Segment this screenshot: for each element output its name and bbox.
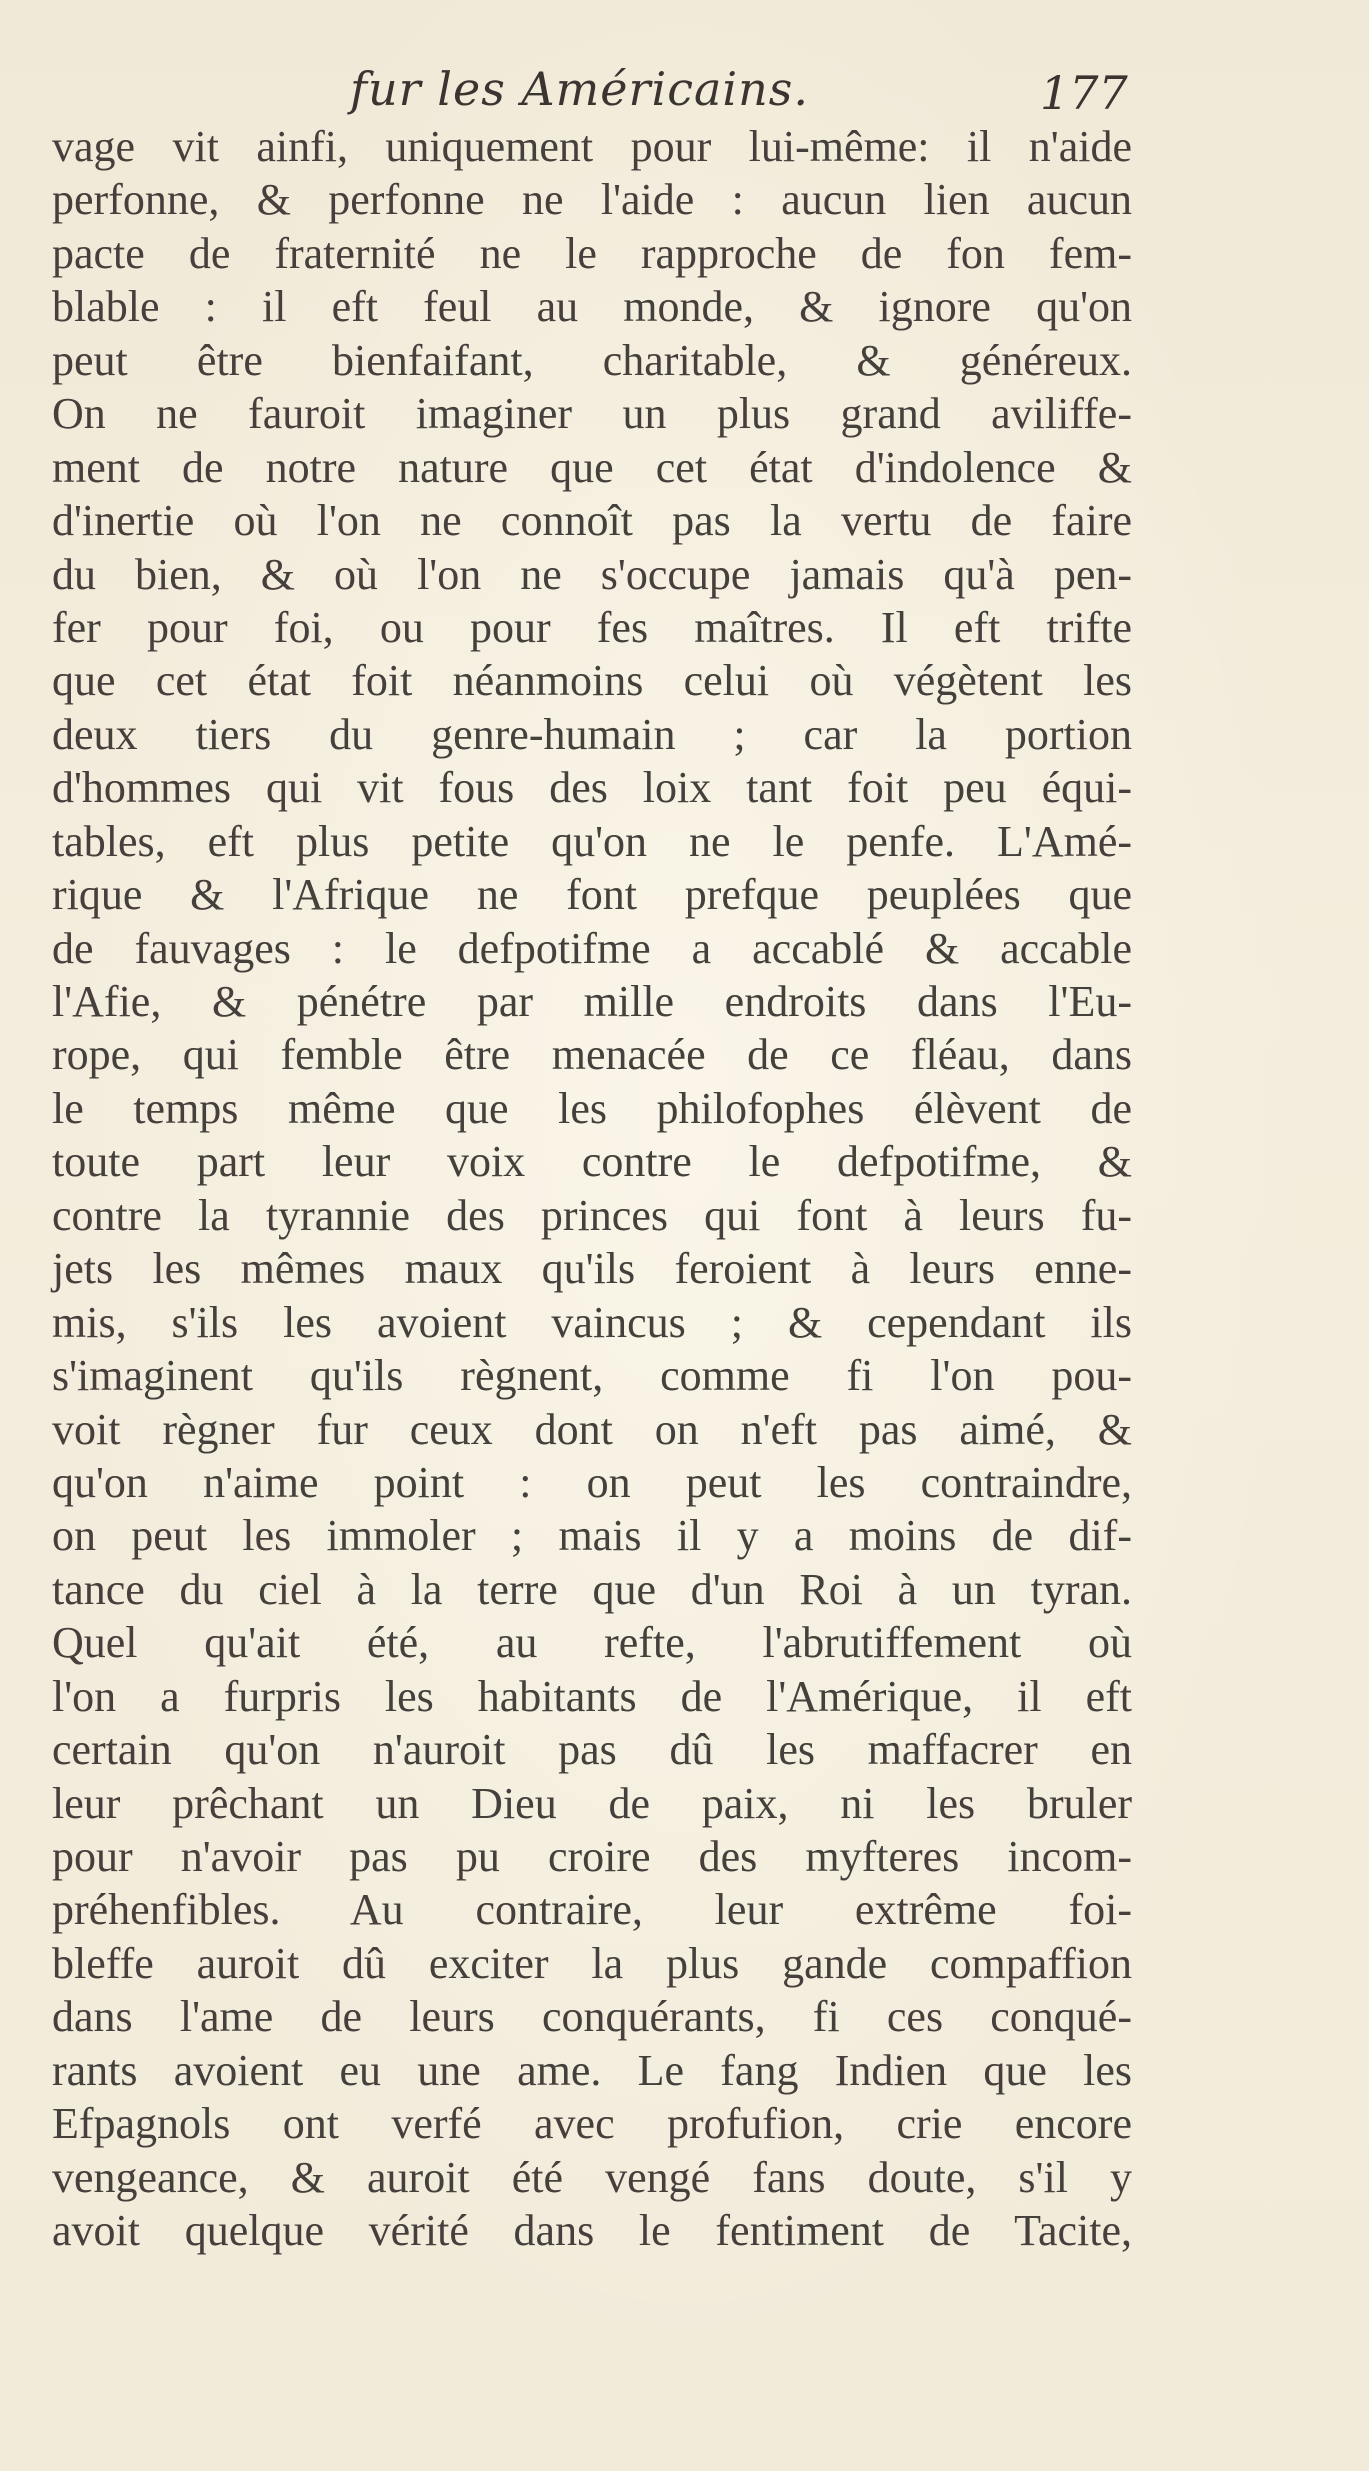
text-line: perfonne, & perfonne ne l'aide : aucun lien aucun bbox=[52, 175, 1132, 225]
text-line: Efpagnols ont verfé avec profufion, crie encore bbox=[52, 2099, 1132, 2149]
text-line: certain qu'on n'auroit pas dû les maffacrer en bbox=[52, 1725, 1132, 1775]
text-line: préhenfibles. Au contraire, leur extrême foi- bbox=[52, 1885, 1132, 1935]
text-line: rope, qui femble être menacée de ce fléau, dans bbox=[52, 1030, 1132, 1080]
text-line: contre la tyrannie des princes qui font à leurs fu- bbox=[52, 1190, 1132, 1240]
text-line: voit règner fur ceux dont on n'eft pas aimé, & bbox=[52, 1404, 1132, 1454]
text-line: on peut les immoler ; mais il y a moins de dif- bbox=[52, 1511, 1132, 1561]
running-head-title: fur les Américains. bbox=[350, 62, 809, 116]
text-line: avoit quelque vérité dans le fentiment de Tacite, bbox=[52, 2206, 1132, 2256]
text-line: blable : il eft feul au monde, & ignore qu'on bbox=[52, 282, 1132, 332]
text-line: s'imaginent qu'ils règnent, comme fi l'on pou- bbox=[52, 1351, 1132, 1401]
text-line: toute part leur voix contre le defpotifme, & bbox=[52, 1137, 1132, 1187]
text-line: tance du ciel à la terre que d'un Roi à un tyran. bbox=[52, 1564, 1132, 1614]
text-line: leur prêchant un Dieu de paix, ni les bruler bbox=[52, 1778, 1132, 1828]
text-line: jets les mêmes maux qu'ils feroient à leurs enne- bbox=[52, 1244, 1132, 1294]
text-line: tables, eft plus petite qu'on ne le penfe. L'Amé- bbox=[52, 816, 1132, 866]
text-line: On ne fauroit imaginer un plus grand aviliffe- bbox=[52, 389, 1132, 439]
text-line: fer pour foi, ou pour fes maîtres. Il eft trifte bbox=[52, 602, 1132, 652]
text-line: peut être bienfaifant, charitable, & généreux. bbox=[52, 335, 1132, 385]
text-line: rants avoient eu une ame. Le fang Indien que les bbox=[52, 2045, 1132, 2095]
text-line: le temps même que les philofophes élèvent de bbox=[52, 1083, 1132, 1133]
text-line: vengeance, & auroit été vengé fans doute, s'il y bbox=[52, 2152, 1132, 2202]
text-line: l'on a furpris les habitants de l'Amérique, il eft bbox=[52, 1671, 1132, 1721]
text-line: deux tiers du genre-humain ; car la portion bbox=[52, 709, 1132, 759]
text-line: ment de notre nature que cet état d'indolence & bbox=[52, 442, 1132, 492]
text-line: dans l'ame de leurs conquérants, fi ces conqué- bbox=[52, 1992, 1132, 2042]
text-line: que cet état foit néanmoins celui où végètent les bbox=[52, 656, 1132, 706]
text-line: l'Afie, & pénétre par mille endroits dans l'Eu- bbox=[52, 977, 1132, 1026]
text-line: mis, s'ils les avoient vaincus ; & cependant ils bbox=[52, 1297, 1132, 1347]
text-line: d'hommes qui vit fous des loix tant foit peu équi- bbox=[52, 763, 1132, 813]
text-line: Quel qu'ait été, au refte, l'abrutiffement où bbox=[52, 1618, 1132, 1668]
text-line: pour n'avoir pas pu croire des myfteres incom- bbox=[52, 1832, 1132, 1881]
text-line: bleffe auroit dû exciter la plus gande compaffion bbox=[52, 1938, 1132, 1988]
body-text bbox=[52, 120, 1132, 2258]
text-line: qu'on n'aime point : on peut les contraindre, bbox=[52, 1457, 1132, 1507]
text-line: d'inertie où l'on ne connoît pas la vertu de faire bbox=[52, 496, 1132, 546]
text-line: rique & l'Afrique ne font prefque peuplées que bbox=[52, 870, 1132, 920]
text-line: pacte de fraternité ne le rapproche de fon fem- bbox=[52, 228, 1132, 278]
text-line: du bien, & où l'on ne s'occupe jamais qu'à pen- bbox=[52, 549, 1132, 599]
text-line: vage vit ainfi, uniquement pour lui-même: il n'aide bbox=[52, 122, 1132, 171]
text-line: de fauvages : le defpotifme a accablé & accable bbox=[52, 923, 1132, 973]
page-number: 177 bbox=[1040, 66, 1128, 120]
